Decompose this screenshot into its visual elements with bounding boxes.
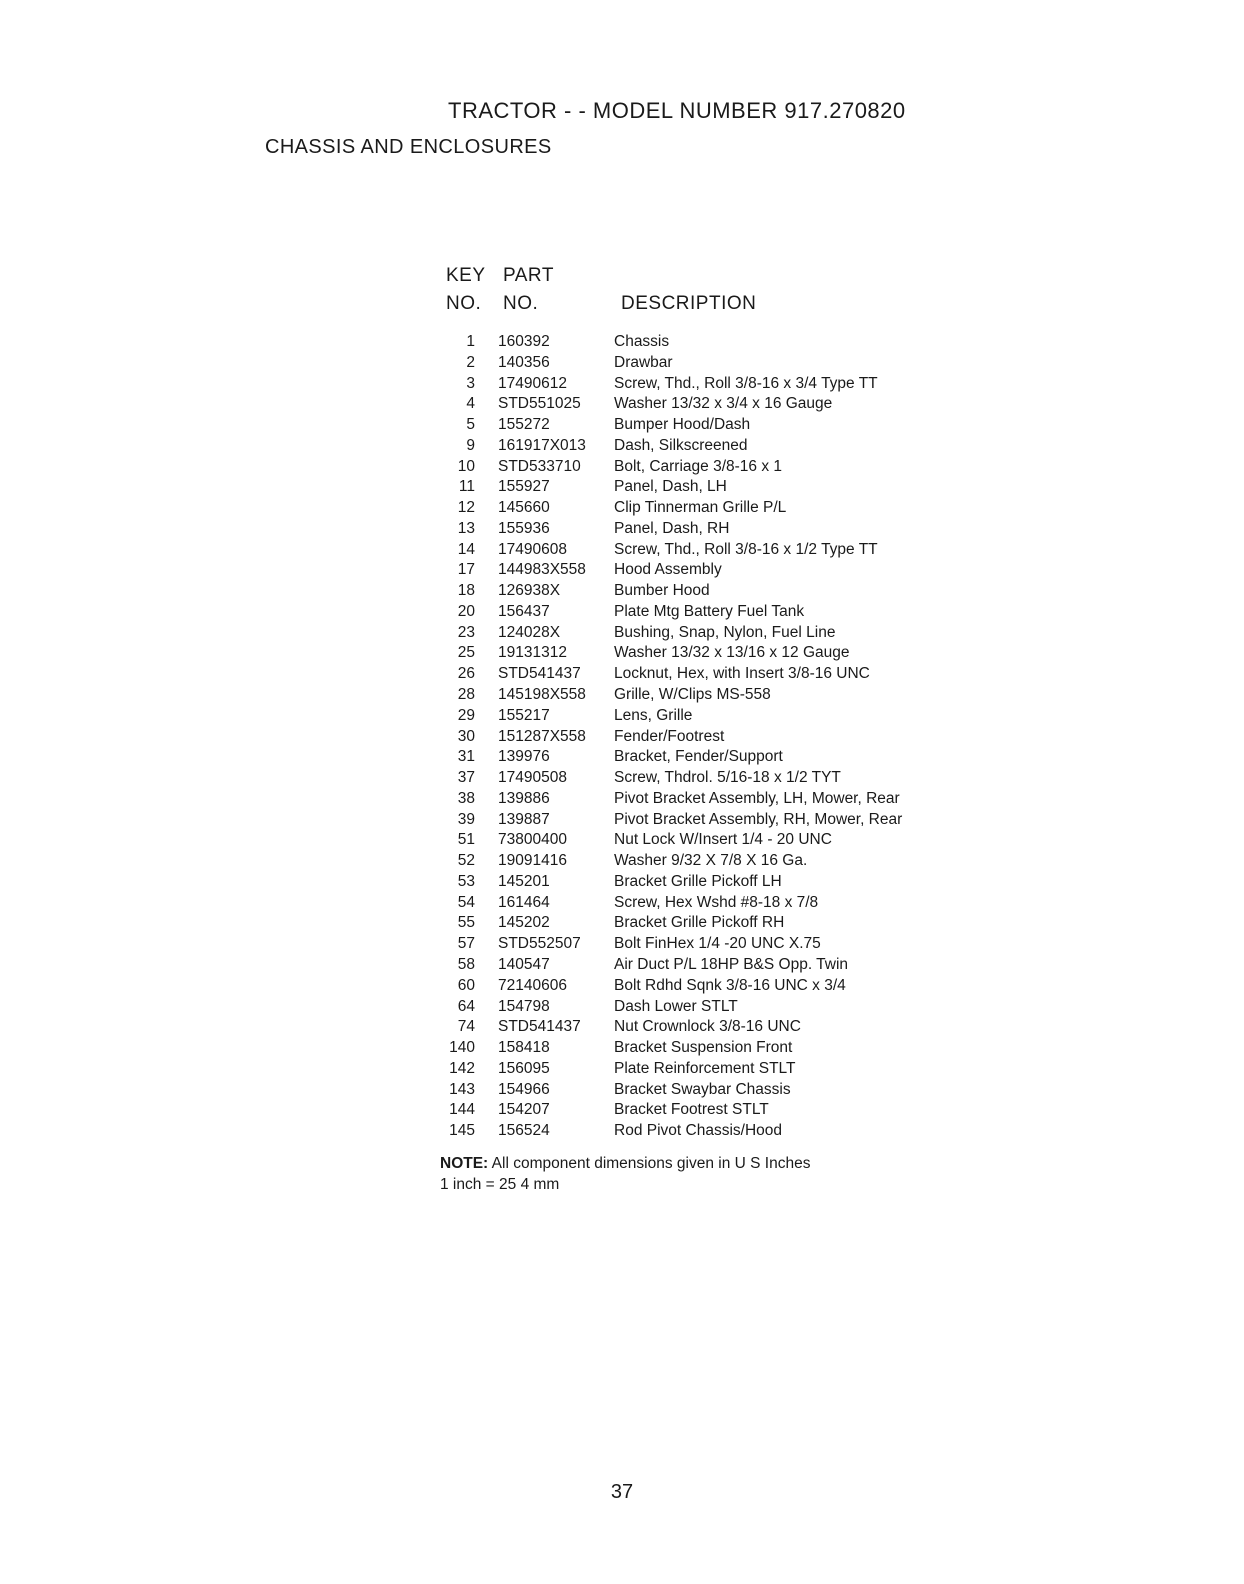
part-number: 144983X558 [498, 561, 586, 579]
part-description: Hood Assembly [614, 561, 722, 579]
page-number: 37 [610, 1481, 634, 1503]
part-number: 139976 [498, 748, 550, 766]
part-number: 158418 [498, 1039, 550, 1057]
note-text: All component dimensions given in U S Inches [488, 1155, 811, 1172]
part-number: 154966 [498, 1080, 550, 1098]
parts-row [420, 437, 980, 458]
parts-row [420, 1081, 980, 1102]
key-number: 14 [457, 540, 475, 558]
part-description: Washer 9/32 X 7/8 X 16 Ga. [614, 852, 808, 870]
parts-row [420, 852, 980, 873]
parts-row [420, 748, 980, 769]
part-number: 140547 [498, 955, 550, 973]
part-description: Bolt Rdhd Sqnk 3/8-16 UNC x 3/4 [614, 976, 846, 994]
part-number: 155927 [498, 478, 550, 496]
parts-row [420, 416, 980, 437]
part-description: Lens, Grille [614, 706, 693, 724]
key-number: 60 [457, 976, 475, 994]
part-description: Nut Lock W/Insert 1/4 - 20 UNC [614, 831, 832, 849]
part-number: 140356 [498, 353, 550, 371]
header-part-no-line1: PART [503, 265, 554, 286]
parts-row [420, 769, 980, 790]
part-number: 126938X [498, 582, 561, 600]
key-number: 4 [466, 395, 475, 413]
key-number: 64 [457, 997, 475, 1015]
parts-row [420, 375, 980, 396]
part-description: Screw, Thdrol. 5/16-18 x 1/2 TYT [614, 769, 841, 787]
parts-row [420, 686, 980, 707]
key-number: 28 [457, 686, 475, 704]
parts-row [420, 582, 980, 603]
part-description: Bushing, Snap, Nylon, Fuel Line [614, 623, 836, 641]
part-description: Bumber Hood [614, 582, 710, 600]
part-number: 156437 [498, 602, 550, 620]
part-description: Panel, Dash, RH [614, 519, 730, 537]
part-number: 155936 [498, 519, 550, 537]
part-number: STD541437 [498, 1018, 581, 1036]
key-number: 145 [449, 1122, 475, 1140]
parts-row [420, 665, 980, 686]
key-number: 30 [457, 727, 475, 745]
part-number: STD541437 [498, 665, 581, 683]
parts-row [420, 811, 980, 832]
part-number: 124028X [498, 623, 561, 641]
key-number: 74 [457, 1018, 475, 1036]
parts-row [420, 520, 980, 541]
key-number: 29 [457, 706, 475, 724]
part-description: Panel, Dash, LH [614, 478, 727, 496]
key-number: 53 [457, 872, 475, 890]
key-number: 143 [449, 1080, 475, 1098]
part-description: Bolt FinHex 1/4 -20 UNC X.75 [614, 935, 821, 953]
part-number: 161917X013 [498, 436, 586, 454]
key-number: 54 [457, 893, 475, 911]
note-label: NOTE: [440, 1155, 489, 1172]
part-number: 72140606 [498, 976, 567, 994]
key-number: 142 [449, 1059, 475, 1077]
part-description: Clip Tinnerman Grille P/L [614, 499, 787, 517]
part-description: Nut Crownlock 3/8-16 UNC [614, 1018, 801, 1036]
key-number: 2 [466, 353, 475, 371]
part-number: 17490612 [498, 374, 567, 392]
part-description: Bracket Grille Pickoff RH [614, 914, 785, 932]
part-number: 19131312 [498, 644, 567, 662]
part-description: Pivot Bracket Assembly, RH, Mower, Rear [614, 810, 903, 828]
part-description: Screw, Thd., Roll 3/8-16 x 3/4 Type TT [614, 374, 878, 392]
parts-row [420, 624, 980, 645]
parts-row [420, 956, 980, 977]
part-description: Fender/Footrest [614, 727, 725, 745]
parts-row [420, 935, 980, 956]
header-part-no-line2: NO. [503, 293, 539, 314]
section-title: CHASSIS AND ENCLOSURES [265, 136, 552, 158]
part-number: 156095 [498, 1059, 550, 1077]
part-description: Washer 13/32 x 3/4 x 16 Gauge [614, 395, 833, 413]
part-description: Rod Pivot Chassis/Hood [614, 1122, 782, 1140]
part-number: 156524 [498, 1122, 550, 1140]
key-number: 12 [457, 499, 475, 517]
parts-row [420, 1122, 980, 1143]
key-number: 17 [457, 561, 475, 579]
part-description: Plate Reinforcement STLT [614, 1059, 796, 1077]
part-number: 161464 [498, 893, 550, 911]
key-number: 9 [466, 436, 475, 454]
key-number: 13 [457, 519, 475, 537]
parts-row [420, 354, 980, 375]
part-description: Chassis [614, 333, 670, 350]
parts-row [420, 333, 980, 354]
parts-row [420, 790, 980, 811]
key-number: 31 [457, 748, 475, 766]
page-title: TRACTOR - - MODEL NUMBER 917.270820 [448, 98, 906, 123]
part-description: Locknut, Hex, with Insert 3/8-16 UNC [614, 665, 870, 683]
part-number: 145660 [498, 499, 550, 517]
parts-row [420, 499, 980, 520]
key-number: 1 [466, 333, 475, 350]
part-description: Bolt, Carriage 3/8-16 x 1 [614, 457, 783, 475]
key-number: 140 [449, 1039, 475, 1057]
key-number: 39 [457, 810, 475, 828]
part-number: 151287X558 [498, 727, 586, 745]
header-description: DESCRIPTION [621, 293, 757, 314]
part-description: Bracket Swaybar Chassis [614, 1080, 791, 1098]
part-description: Pivot Bracket Assembly, LH, Mower, Rear [614, 789, 900, 807]
parts-row [420, 707, 980, 728]
part-description: Dash Lower STLT [614, 997, 738, 1015]
part-number: STD551025 [498, 395, 581, 413]
parts-row [420, 478, 980, 499]
part-description: Bracket Grille Pickoff LH [614, 872, 782, 890]
note-conversion: 1 inch = 25 4 mm [440, 1176, 560, 1193]
parts-row [420, 831, 980, 852]
part-description: Screw, Hex Wshd #8-18 x 7/8 [614, 893, 819, 911]
part-number: 139886 [498, 789, 550, 807]
part-number: 145202 [498, 914, 550, 932]
key-number: 55 [457, 914, 475, 932]
header-key-no-line1: KEY [446, 265, 486, 286]
key-number: 37 [457, 769, 475, 787]
part-number: 73800400 [498, 831, 567, 849]
key-number: 5 [466, 416, 475, 434]
part-number: 154798 [498, 997, 550, 1015]
part-number: STD533710 [498, 457, 581, 475]
parts-row [420, 977, 980, 998]
part-description: Screw, Thd., Roll 3/8-16 x 1/2 Type TT [614, 540, 878, 558]
key-number: 11 [458, 478, 475, 496]
part-description: Bracket, Fender/Support [614, 748, 783, 766]
key-number: 25 [457, 644, 475, 662]
part-number: 19091416 [498, 852, 567, 870]
parts-row [420, 458, 980, 479]
parts-row [420, 914, 980, 935]
key-number: 10 [457, 457, 475, 475]
part-number: 145198X558 [498, 686, 586, 704]
note [440, 1153, 810, 1195]
parts-row [420, 603, 980, 624]
key-number: 51 [457, 831, 475, 849]
parts-row [420, 644, 980, 665]
part-description: Drawbar [614, 353, 673, 371]
key-number: 58 [457, 955, 475, 973]
part-description: Washer 13/32 x 13/16 x 12 Gauge [614, 644, 850, 662]
part-description: Dash, Silkscreened [614, 436, 748, 454]
parts-row [420, 873, 980, 894]
part-number: 155272 [498, 416, 550, 434]
part-number: 17490508 [498, 769, 567, 787]
parts-row [420, 728, 980, 749]
parts-row [420, 561, 980, 582]
key-number: 18 [457, 582, 475, 600]
parts-row [420, 541, 980, 562]
part-number: STD552507 [498, 935, 581, 953]
header-key-no-line2: NO. [446, 293, 482, 314]
parts-row [420, 1101, 980, 1122]
part-number: 139887 [498, 810, 550, 828]
part-description: Grille, W/Clips MS-558 [614, 686, 771, 704]
key-number: 23 [457, 623, 475, 641]
key-number: 144 [449, 1101, 475, 1119]
key-number: 38 [457, 789, 475, 807]
key-number: 52 [457, 852, 475, 870]
part-number: 154207 [498, 1101, 550, 1119]
parts-row [420, 998, 980, 1019]
parts-list [420, 333, 980, 1143]
parts-row [420, 395, 980, 416]
parts-row [420, 1060, 980, 1081]
part-description: Plate Mtg Battery Fuel Tank [614, 602, 805, 620]
key-number: 26 [457, 665, 475, 683]
key-number: 20 [457, 602, 475, 620]
parts-row [420, 894, 980, 915]
parts-row [420, 1018, 980, 1039]
part-number: 160392 [498, 333, 550, 350]
part-number: 145201 [498, 872, 550, 890]
parts-row [420, 1039, 980, 1060]
part-number: 17490608 [498, 540, 567, 558]
part-description: Bumper Hood/Dash [614, 416, 751, 434]
part-description: Air Duct P/L 18HP B&S Opp. Twin [614, 955, 849, 973]
key-number: 3 [466, 374, 475, 392]
part-description: Bracket Footrest STLT [614, 1101, 769, 1119]
key-number: 57 [457, 935, 475, 953]
part-description: Bracket Suspension Front [614, 1039, 793, 1057]
part-number: 155217 [498, 706, 550, 724]
